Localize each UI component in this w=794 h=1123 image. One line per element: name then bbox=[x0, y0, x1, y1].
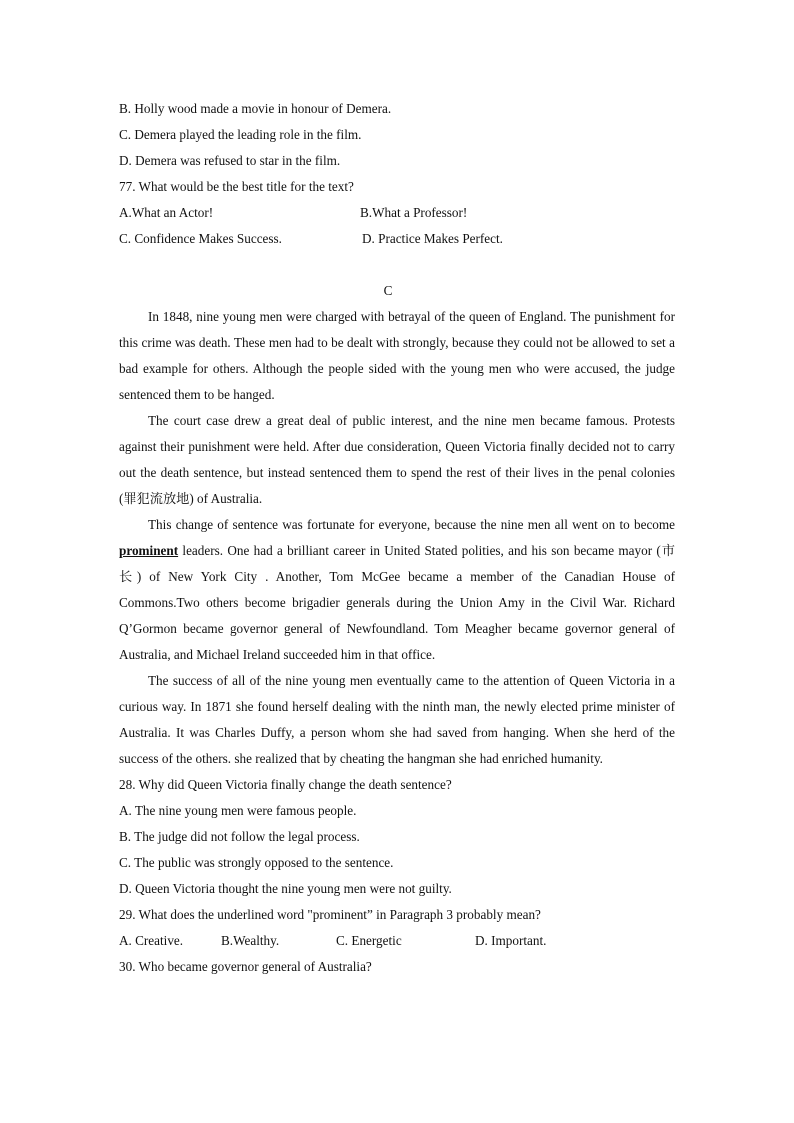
option-a: A. The nine young men were famous people. bbox=[119, 803, 357, 818]
option-a: A. Creative. bbox=[119, 933, 184, 948]
question-77-options-row2 bbox=[119, 226, 675, 252]
underlined-word: prominent bbox=[119, 543, 179, 558]
option-line: B. Holly wood made a movie in honour of Demera. bbox=[119, 101, 392, 116]
option-b: B. The judge did not follow the legal process. bbox=[119, 829, 360, 844]
option-c: C. Confidence Makes Success. bbox=[119, 231, 282, 246]
paragraph-1: In 1848, nine young men were charged with betrayal of the queen of England. The punishment for this crime was death. These men had to be dealt with strongly, because they could not be allowed to set a bad example for others. Although the people sided with the young men who were accused, the judge sentenced them to be hanged. bbox=[119, 309, 675, 402]
option-b: B.What a Professor! bbox=[360, 205, 468, 220]
document-page bbox=[119, 96, 675, 980]
section-label: C bbox=[383, 283, 393, 298]
paragraph-3-text-a: This change of sentence was fortunate for everyone, because the nine men all went on to become bbox=[148, 517, 675, 532]
paragraph-4: The success of all of the nine young men eventually came to the attention of Queen Victoria in a curious way. In 1871 she found herself dealing with the ninth man, the newly elected prime minister of Australia. It was Charles Duffy, a person whom she had saved from hanging. When she herd of the success of the others. she realized that by cheating the hangman she had enriched humanity. bbox=[119, 673, 675, 766]
spacer bbox=[119, 252, 675, 278]
question-28: 28. Why did Queen Victoria finally change the death sentence? bbox=[119, 777, 452, 792]
question-29-options bbox=[119, 928, 675, 954]
question-30: 30. Who became governor general of Australia? bbox=[119, 959, 372, 974]
paragraph-2: The court case drew a great deal of public interest, and the nine men became famous. Protests against their punishment were held. After due consideration, Queen Victoria finally decided not to carry out the death sentence, but instead sentenced them to spend the rest of their lives in the penal colonies (罪犯流放地) of Australia. bbox=[119, 413, 675, 506]
option-d: D. Queen Victoria thought the nine young men were not guilty. bbox=[119, 881, 452, 896]
passage bbox=[119, 304, 675, 772]
option-line: C. Demera played the leading role in the film. bbox=[119, 127, 362, 142]
question-77: 77. What would be the best title for the text? bbox=[119, 179, 354, 194]
option-d: D. Practice Makes Perfect. bbox=[362, 231, 503, 246]
question-77-options-row1 bbox=[119, 200, 675, 226]
option-a: A.What an Actor! bbox=[119, 205, 214, 220]
option-b: B.Wealthy. bbox=[221, 933, 280, 948]
option-c: C. The public was strongly opposed to the sentence. bbox=[119, 855, 394, 870]
option-line: D. Demera was refused to star in the film. bbox=[119, 153, 341, 168]
option-d: D. Important. bbox=[475, 933, 547, 948]
paragraph-3 bbox=[119, 512, 675, 668]
paragraph-3-text-b: leaders. One had a brilliant career in United Stated polities, and his son became mayor (市长) of New York City . Another, Tom McGee became a member of the Canadian House of Commons.Two others become brigadier generals during the Union Amy in the Civil War. Richard Q’Gormon became governor general of Newfoundland. Tom Meagher became governor general of Australia, and Michael Ireland succeeded him in that office. bbox=[119, 543, 675, 662]
question-29: 29. What does the underlined word "prominent” in Paragraph 3 probably mean? bbox=[119, 907, 541, 922]
option-c: C. Energetic bbox=[336, 933, 402, 948]
